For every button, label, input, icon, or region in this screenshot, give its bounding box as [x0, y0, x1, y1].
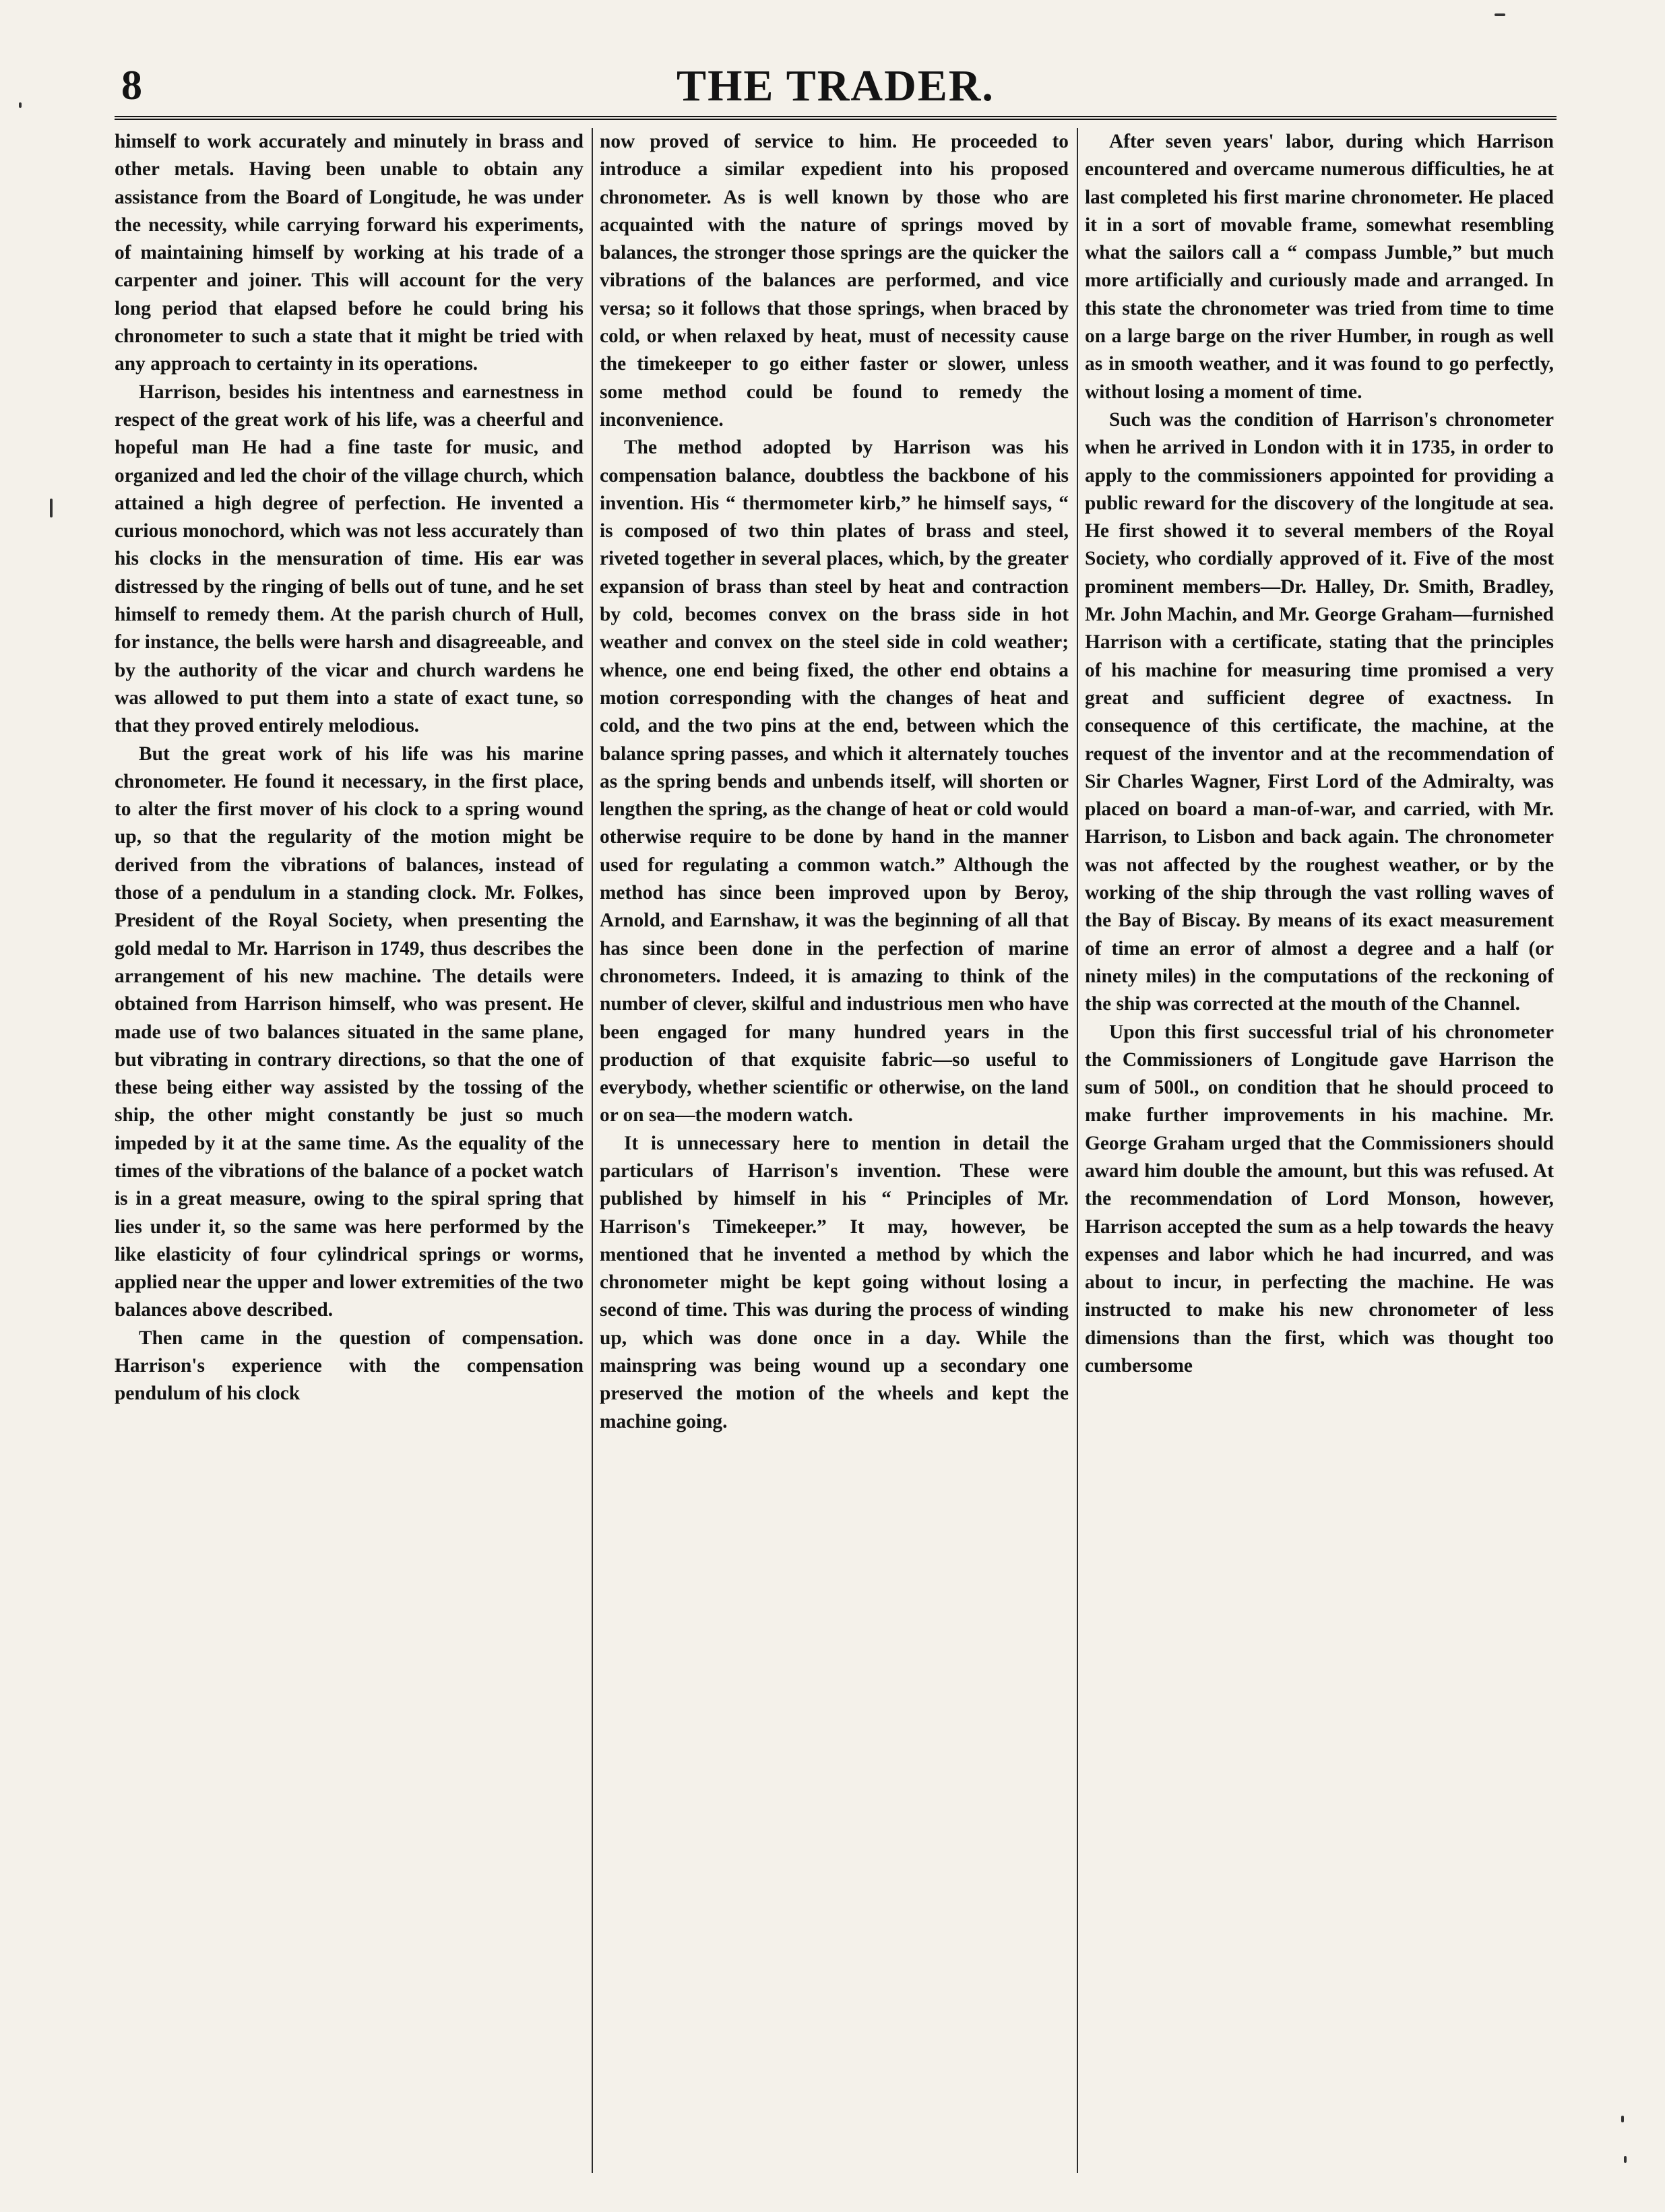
- paragraph: Harrison, besides his intentness and earnestness in respect of the great work of his life, was a cheerful and hopeful man He had a fine taste for music, and organized and led the choir of the village church, which attained a high degree of perfection. He invented a curious monochord, which was not less accurately than his clocks in the mensuration of time. His ear was distressed by the ringing of bells out of tune, and he set himself to remedy them. At the parish church of Hull, for instance, the bells were harsh and disagreeable, and by the authority of the vicar and church wardens he was allowed to put them into a state of exact tune, so that they proved entirely melodious.: [115, 381, 584, 737]
- masthead: [115, 54, 1557, 115]
- paragraph: It is unnecessary here to mention in detail the particulars of Harrison's invention. These were published by himself in his “ Principles of Mr. Harrison's Timekeeper.” It may, however, be mentioned that he invented a method by which the chronometer might be kept going without losing a second of time. This was during the process of winding up, which was done once in a day. While the mainspring was being wound up a secondary one preserved the motion of the wheels and kept the machine going.: [600, 1132, 1069, 1432]
- paragraph: Then came in the question of compensation. Harrison's experience with the compensation pendulum of his clock: [115, 1327, 584, 1405]
- column-divider: [592, 128, 593, 2173]
- paragraph: After seven years' labor, during which Harrison encountered and overcame numerous difficulties, he at last completed his first marine chronometer. He placed it in a sort of movable frame, somewhat resembling what the sailors call a “ compass Jumble,” but much more artificially and curiously made and arranged. In this state the chronometer was tried from time to time on a large barge on the river Humber, in rough as well as in smooth weather, and it was found to go perfectly, without losing a moment of time.: [1085, 131, 1554, 403]
- header-rule: [115, 116, 1557, 120]
- article-columns: [115, 128, 1557, 2173]
- paragraph: himself to work accurately and minutely in brass and other metals. Having been unable to obtain any assistance from the Board of Longitude, he was under the necessity, while carrying forward his experiments, of maintaining himself by working at his trade of a carpenter and joiner. This will account for the very long period that elapsed before he could bring his chronometer to such a state that it might be tried with any approach to certainty in its operations.: [115, 131, 584, 375]
- newspaper-title: THE TRADER.: [677, 61, 995, 110]
- column-2: [600, 128, 1069, 2173]
- page-number: 8: [121, 63, 142, 108]
- paragraph: Such was the condition of Harrison's chronometer when he arrived in London with it in 1735, in order to apply to the commissioners appointed for providing a public reward for the discovery of the longitude at sea. He first showed it to several members of the Royal Society, who cordially approved of it. Five of the most prominent members—Dr. Halley, Dr. Smith, Bradley, Mr. John Machin, and Mr. George Graham—furnished Harrison with a certificate, stating that the principles of his machine for measuring time promised a very great and sufficient degree of exactness. In consequence of this certificate, the machine, at the request of the inventor and at the recommendation of Sir Charles Wagner, First Lord of the Admiralty, was placed on board a man-of-war, and carried, with Mr. Harrison, to Lisbon and back again. The chronometer was not affected by the roughest weather, or by the working of the ship through the vast rolling waves of the Bay of Biscay. By means of its exact measurement of time an error of almost a degree and a half (or ninety miles) in the computations of the reckoning of the ship was corrected at the mouth of the Channel.: [1085, 408, 1554, 1015]
- paragraph: Upon this first successful trial of his chronometer the Commissioners of Longitude gave Harrison the sum of 500l., on condition that he should proceed to make further improvements in his machine. Mr. George Graham urged that the Commissioners should award him double the amount, but this was refused. At the recommendation of Lord Monson, however, Harrison accepted the sum as a help towards the heavy expenses and labor which he had incurred, and was about to incur, in perfecting the machine. He was instructed to make his new chronometer of less dimensions than the first, which was thought too cumbersome: [1085, 1021, 1554, 1377]
- column-divider: [1077, 128, 1078, 2173]
- paragraph: The method adopted by Harrison was his compensation balance, doubtless the backbone of his invention. His “ thermometer kirb,” he himself says, “ is composed of two thin plates of brass and steel, riveted together in several places, which, by the greater expansion of brass than steel by heat and contraction by cold, becomes convex on the brass side in hot weather and convex on the steel side in cold weather; whence, one end being fixed, the other end obtains a motion corresponding with the changes of heat and cold, and the two pins at the end, between which the balance spring passes, and which it alternately touches as the spring bends and unbends itself, will shorten or lengthen the spring, as the change of heat or cold would otherwise require to be done by hand in the manner used for regulating a common watch.” Although the method has since been improved upon by Beroy, Arnold, and Earnshaw, it was the beginning of all that has since been done in the perfection of marine chronometers. Indeed, it is amazing to think of the number of clever, skilful and industrious men who have been engaged for many hundred years in the production of that exquisite fabric—so useful to everybody, whether scientific or otherwise, on the land or on sea—the modern watch.: [600, 437, 1069, 1127]
- paragraph: But the great work of his life was his marine chronometer. He found it necessary, in the first place, to alter the first mover of his clock to a spring wound up, so that the regularity of the motion might be derived from the vibrations of balances, instead of those of a pendulum in a standing clock. Mr. Folkes, President of the Royal Society, when presenting the gold medal to Mr. Harrison in 1749, thus describes the arrangement of his new machine. The details were obtained from Harrison himself, who was present. He made use of two balances situated in the same plane, but vibrating in contrary directions, so that the one of these being either way assisted by the tossing of the ship, the other might constantly be just so much impeded by it at the same time. As the equality of the times of the vibrations of the balance of a pocket watch is in a great measure, owing to the spiral spring that lies under it, so the same was here performed by the like elasticity of four cylindrical springs or worms, applied near the upper and lower extremities of the two balances above described.: [115, 742, 584, 1321]
- column-3: [1085, 128, 1554, 2173]
- paragraph: now proved of service to him. He proceeded to introduce a similar expedient into his proposed chronometer. As is well known by those who are acquainted with the nature of springs moved by balances, the stronger those springs are the quicker the vibrations of the balances are performed, and vice versa; so it follows that those springs, when braced by cold, or when relaxed by heat, must of necessity cause the timekeeper to go either faster or slower, unless some method could be found to remedy the inconvenience.: [600, 131, 1069, 431]
- column-1: [115, 128, 584, 2173]
